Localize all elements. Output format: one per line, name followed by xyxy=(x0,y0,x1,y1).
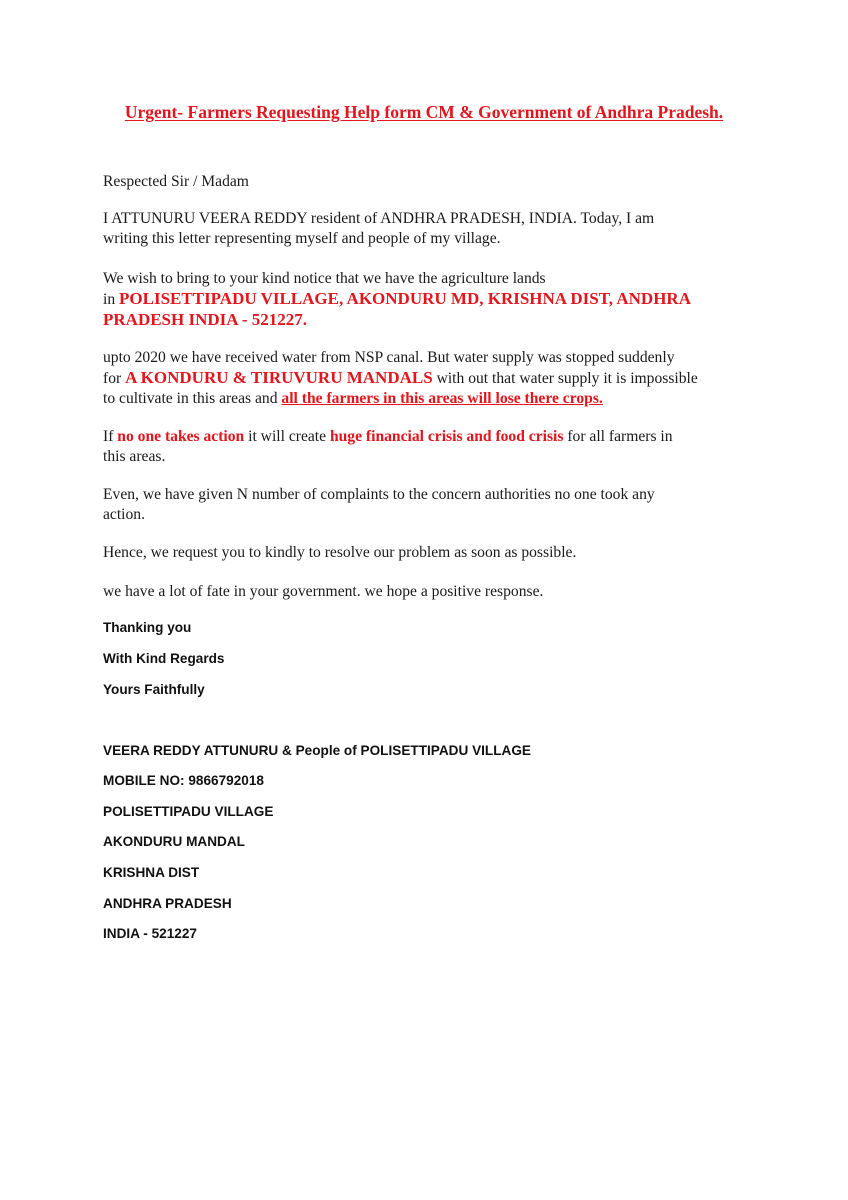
text-fragment: with out that water supply it is impossible xyxy=(432,370,698,387)
paragraph-introduction xyxy=(103,209,743,249)
text-fragment: . xyxy=(302,310,308,329)
crop-loss-highlight: all the farmers in this areas will lose there crops. xyxy=(281,390,603,407)
paragraph-request: Hence, we request you to kindly to resolve our problem as soon as possible. xyxy=(103,544,577,561)
text-line: writing this letter representing myself and people of my village. xyxy=(103,230,501,247)
text-line: upto 2020 we have received water from NSP canal. But water supply was stopped suddenly xyxy=(103,349,675,366)
sender-country: INDIA - 521227 xyxy=(103,926,197,941)
crisis-highlight: huge financial crisis and food crisis xyxy=(329,428,564,445)
text-line xyxy=(103,368,743,389)
text-line xyxy=(103,389,743,409)
text-fragment: for all farmers in xyxy=(563,428,673,445)
text-line: this areas. xyxy=(103,448,166,465)
sender-district: KRISHNA DIST xyxy=(103,865,200,880)
text-line: Even, we have given N number of complaints to the concern authorities no one took any xyxy=(103,486,655,503)
text-fragment: in xyxy=(103,291,120,308)
text-line xyxy=(103,427,743,447)
paragraph-water-supply xyxy=(103,348,743,409)
location-highlight: PRADESH INDIA - 521227 xyxy=(103,310,303,329)
text-fragment: for xyxy=(103,370,126,387)
sender-village: POLISETTIPADU VILLAGE xyxy=(103,804,274,819)
location-highlight: POLISETTIPADU VILLAGE, AKONDURU MD, KRISHNA DIST, ANDHRA xyxy=(119,289,691,308)
paragraph-location xyxy=(103,269,743,331)
text-fragment: If xyxy=(103,428,118,445)
closing-regards: With Kind Regards xyxy=(103,651,225,666)
text-line xyxy=(103,310,743,331)
mandals-highlight: A KONDURU & TIRUVURU MANDALS xyxy=(125,368,433,387)
letter-title: Urgent- Farmers Requesting Help form CM & Government of Andhra Pradesh. xyxy=(124,102,724,122)
closing-thanks: Thanking you xyxy=(103,620,192,635)
text-line: I ATTUNURU VEERA REDDY resident of ANDHRA PRADESH, INDIA. Today, I am xyxy=(103,210,655,227)
text-line: action. xyxy=(103,506,145,523)
text-fragment: to cultivate in this areas and xyxy=(103,390,282,407)
sender-state: ANDHRA PRADESH xyxy=(103,896,232,911)
sender-mandal: AKONDURU MANDAL xyxy=(103,834,245,849)
sender-name: VEERA REDDY ATTUNURU & People of POLISETTIPADU VILLAGE xyxy=(103,743,531,758)
sender-mobile: MOBILE NO: 9866792018 xyxy=(103,773,264,788)
paragraph-hope: we have a lot of fate in your government. we hope a positive response. xyxy=(103,583,544,600)
no-action-highlight: no one takes action xyxy=(117,428,245,445)
text-line xyxy=(103,289,743,310)
closing-faithfully: Yours Faithfully xyxy=(103,682,205,697)
text-fragment: it will create xyxy=(244,428,330,445)
text-line: We wish to bring to your kind notice that we have the agriculture lands xyxy=(103,270,546,287)
salutation: Respected Sir / Madam xyxy=(103,173,249,190)
paragraph-crisis xyxy=(103,427,743,467)
paragraph-complaints xyxy=(103,485,743,525)
